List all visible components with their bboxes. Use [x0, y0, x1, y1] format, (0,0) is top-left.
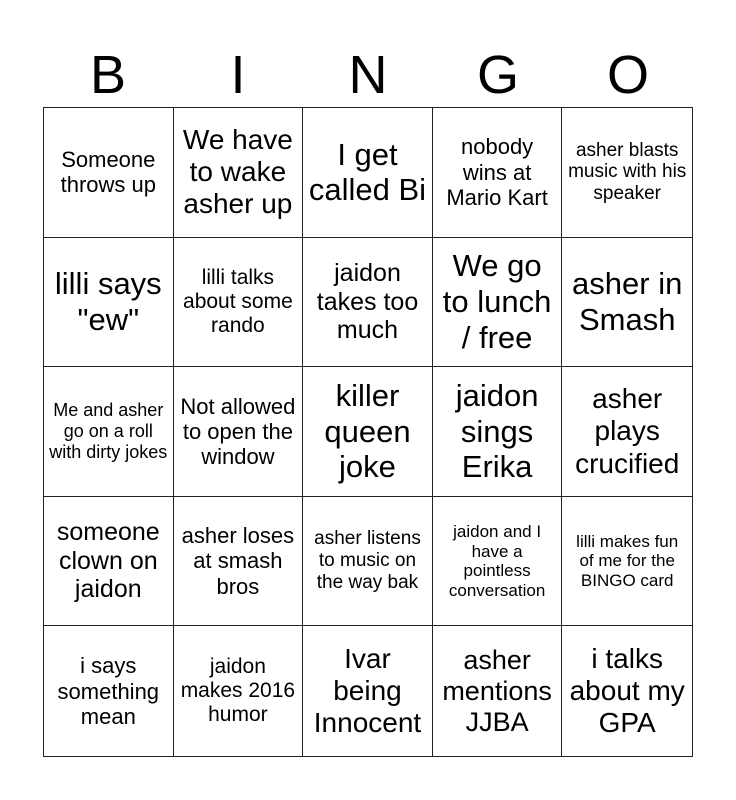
bingo-cell[interactable] — [44, 108, 174, 238]
bingo-cell-text: We have to wake asher up — [182, 124, 293, 220]
bingo-cell[interactable] — [174, 367, 304, 497]
bingo-cell-text: asher blasts music with his speaker — [568, 139, 687, 205]
header-letter-i: I — [230, 45, 246, 105]
bingo-cell[interactable] — [562, 238, 692, 368]
bingo-cell[interactable] — [562, 367, 692, 497]
bingo-cell-text: asher loses at smash bros — [181, 523, 295, 599]
bingo-cell[interactable] — [303, 497, 433, 627]
bingo-cell-text: Me and asher go on a roll with dirty jokes — [49, 400, 168, 462]
bingo-cell[interactable] — [44, 497, 174, 627]
bingo-cell[interactable] — [303, 108, 433, 238]
bingo-cell[interactable] — [303, 367, 433, 497]
bingo-cell-text: asher listens to music on the way bak — [314, 528, 421, 594]
bingo-cell-text: someone clown on jaidon — [56, 517, 160, 604]
bingo-cell-text: asher in Smash — [572, 266, 683, 337]
header-letter-o: O — [606, 45, 649, 105]
bingo-cell[interactable] — [174, 108, 304, 238]
bingo-cell-text: jaidon and I have a pointless conversation — [448, 522, 546, 600]
bingo-cell[interactable] — [44, 626, 174, 756]
bingo-cell[interactable] — [303, 238, 433, 368]
bingo-cell[interactable] — [433, 108, 563, 238]
bingo-cell[interactable] — [44, 367, 174, 497]
bingo-cell[interactable] — [174, 238, 304, 368]
bingo-cell[interactable] — [433, 497, 563, 627]
bingo-cell[interactable] — [562, 626, 692, 756]
header-letter-b: B — [89, 45, 127, 105]
bingo-cell-text: lilli makes fun of me for the BINGO card — [576, 531, 679, 590]
bingo-cell[interactable] — [174, 626, 304, 756]
bingo-header — [43, 42, 693, 108]
bingo-cell-text: killer queen joke — [324, 378, 411, 485]
bingo-cell[interactable] — [433, 238, 563, 368]
bingo-cell-text: Someone throws up — [60, 147, 156, 198]
bingo-cell-text: jaidon sings Erika — [455, 378, 539, 485]
bingo-cell[interactable] — [433, 626, 563, 756]
bingo-cell-text: nobody wins at Mario Kart — [446, 134, 548, 210]
bingo-cell-text: i talks about my GPA — [569, 642, 685, 739]
bingo-cell-text: i says something mean — [57, 653, 160, 729]
bingo-cell-text: jaidon makes 2016 humor — [180, 654, 296, 727]
bingo-cell-text: Not allowed to open the window — [180, 393, 296, 470]
header-letter-g: G — [476, 45, 519, 105]
bingo-cell-text: asher plays crucified — [575, 383, 680, 479]
bingo-cell-text: asher mentions JJBA — [442, 644, 552, 737]
bingo-cell[interactable] — [562, 497, 692, 627]
bingo-cell-text: lilli talks about some rando — [183, 265, 293, 337]
header-letter-n: N — [348, 45, 388, 105]
bingo-cell-text: jaidon takes too much — [316, 258, 419, 345]
bingo-cell[interactable] — [303, 626, 433, 756]
bingo-cell[interactable] — [433, 367, 563, 497]
bingo-cell-text: We go to lunch / free — [442, 248, 552, 355]
bingo-cell-text: lilli says "ew" — [54, 266, 162, 337]
bingo-cell-text: Ivar being Innocent — [313, 642, 422, 739]
bingo-cell[interactable] — [174, 497, 304, 627]
bingo-cell-text: I get called Bi — [308, 136, 427, 208]
bingo-cell[interactable] — [562, 108, 692, 238]
bingo-board — [43, 107, 693, 757]
bingo-cell[interactable] — [44, 238, 174, 368]
